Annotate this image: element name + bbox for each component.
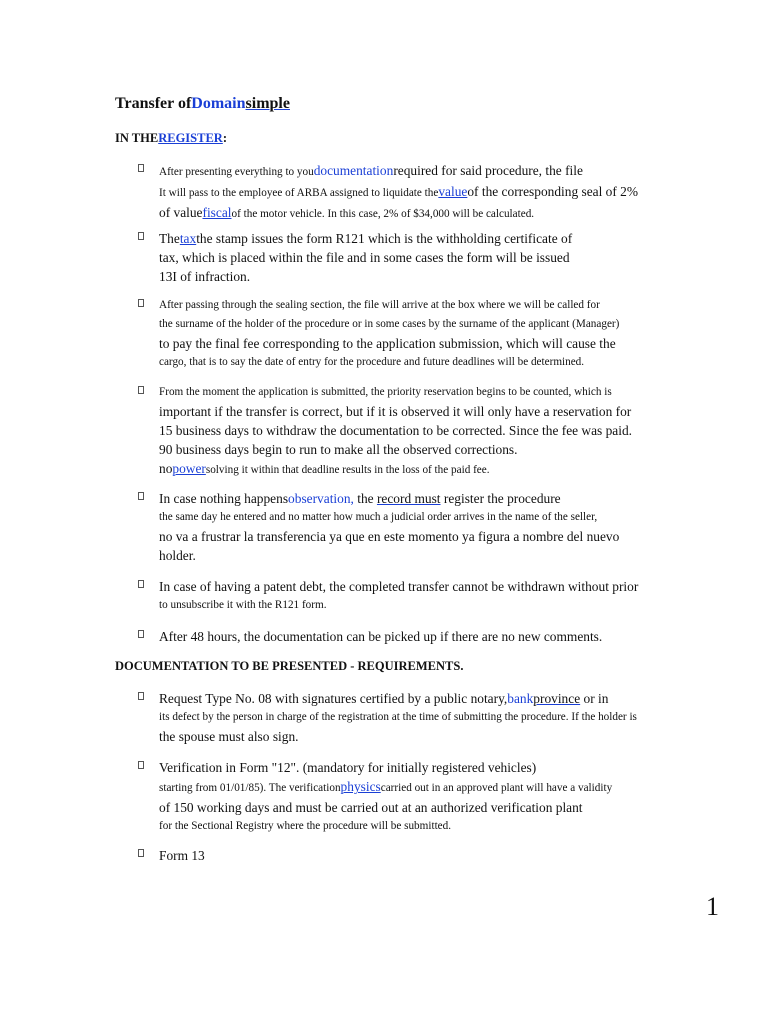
highlight-run: observation, (288, 491, 354, 506)
text-line: After 48 hours, the documentation can be picked up if there are no new comments. (159, 629, 603, 644)
text-line: 13I of infraction. (159, 269, 251, 284)
title-part-1: Transfer of (115, 95, 192, 112)
text-run: record must (376, 491, 441, 506)
highlight-run: value (438, 184, 468, 199)
list-item-text (159, 627, 602, 646)
highlight-run: tax (179, 231, 197, 246)
section-heading-requirements: DOCUMENTATION TO BE PRESENTED - REQUIREMENTS. (115, 659, 464, 673)
text-run: of the corresponding seal of 2% (467, 184, 639, 199)
text-line: 90 business days begin to run to make all the observed corrections. (159, 442, 518, 457)
text-line: the same day he entered and no matter how much a judicial order arrives in the name of the seller, (159, 511, 598, 523)
highlight-run: power (172, 461, 206, 476)
highlight-run: fiscal (202, 205, 232, 220)
text-line: to pay the final fee corresponding to the application submission, which will cause the (159, 336, 616, 351)
title-part-3: simple (245, 95, 290, 112)
text-run: It will pass to the employee of ARBA assigned to liquidate the (159, 187, 439, 199)
text-run: After presenting everything to you (159, 166, 314, 178)
text-run: Request Type No. 08 with signatures certified by a public notary, (159, 691, 508, 706)
document-title (115, 95, 290, 113)
text-line: the spouse must also sign. (159, 729, 299, 744)
list-item-text (159, 758, 612, 836)
bullet-box-icon (138, 849, 144, 857)
text-line: From the moment the application is submitted, the priority reservation begins to be counted, which is (159, 386, 612, 398)
text-run: carried out in an approved plant will have a validity (380, 782, 613, 794)
list-item-text (159, 229, 572, 286)
text-line: Form 13 (159, 848, 205, 863)
list-item-text (159, 846, 205, 865)
bullet-box-icon (138, 386, 144, 394)
text-line: In case of having a patent debt, the completed transfer cannot be withdrawn without prior (159, 579, 639, 594)
text-run: the (353, 491, 377, 506)
bullet-box-icon (138, 232, 144, 240)
text-run: register the procedure (440, 491, 561, 506)
bullet-box-icon (138, 630, 144, 638)
section-heading-register (115, 131, 227, 146)
text-line: its defect by the person in charge of the registration at the time of submitting the procedure. If the holder is (159, 711, 637, 723)
text-line: of 150 working days and must be carried out at an authorized verification plant (159, 800, 583, 815)
text-run: The (159, 231, 180, 246)
text-run: solving it within that deadline results in the loss of the paid fee. (205, 464, 490, 476)
list-item-text (159, 161, 638, 224)
bullet-box-icon (138, 692, 144, 700)
list-item-text (159, 383, 632, 480)
list-item-text (159, 577, 638, 615)
text-run: no (159, 461, 173, 476)
text-line: no va a frustrar la transferencia ya que en este momento ya figura a nombre del nuevo (159, 529, 620, 544)
text-run: In case nothing happens (159, 491, 289, 506)
text-line: tax, which is placed within the file and in some cases the form will be issued (159, 250, 570, 265)
text-line: the surname of the holder of the procedure or in some cases by the surname of the applicant (Manager) (159, 318, 620, 330)
text-line: holder. (159, 548, 196, 563)
text-run: the stamp issues the form R121 which is the withholding certificate of (196, 231, 573, 246)
list-item-text (159, 489, 619, 565)
page-number: 1 (706, 892, 719, 921)
text-line: After passing through the sealing section, the file will arrive at the box where we will be called for (159, 299, 600, 311)
section-heading-highlight: REGISTER (158, 131, 223, 145)
highlight-run: documentation (313, 163, 394, 178)
text-line: 15 business days to withdraw the documentation to be corrected. Since the fee was paid. (159, 423, 633, 438)
highlight-run: bank (507, 691, 534, 706)
text-run: starting from 01/01/85). The verification (159, 782, 341, 794)
list-item-text (159, 689, 637, 746)
bullet-box-icon (138, 164, 144, 172)
text-line: important if the transfer is correct, but if it is observed it will only have a reservation for (159, 404, 632, 419)
text-run: or in (580, 691, 609, 706)
bullet-box-icon (138, 299, 144, 307)
highlight-run: physics (340, 779, 381, 794)
text-line: to unsubscribe it with the R121 form. (159, 599, 327, 611)
bullet-box-icon (138, 492, 144, 500)
text-run: province (533, 691, 581, 706)
text-run: required for said procedure, the file (393, 163, 583, 178)
text-run: of the motor vehicle. In this case, 2% of $34,000 will be calculated. (231, 208, 535, 220)
bullet-box-icon (138, 580, 144, 588)
text-run: of value (159, 205, 203, 220)
text-line: for the Sectional Registry where the procedure will be submitted. (159, 820, 452, 832)
text-line: Verification in Form "12". (mandatory for initially registered vehicles) (159, 760, 537, 775)
title-highlight: Domain (191, 95, 246, 112)
list-item-text (159, 296, 619, 372)
bullet-box-icon (138, 761, 144, 769)
section-heading-part-3: : (222, 131, 227, 145)
section-heading-part-1: IN THE (115, 131, 159, 145)
text-line: cargo, that is to say the date of entry for the procedure and future deadlines will be determined. (159, 356, 585, 368)
